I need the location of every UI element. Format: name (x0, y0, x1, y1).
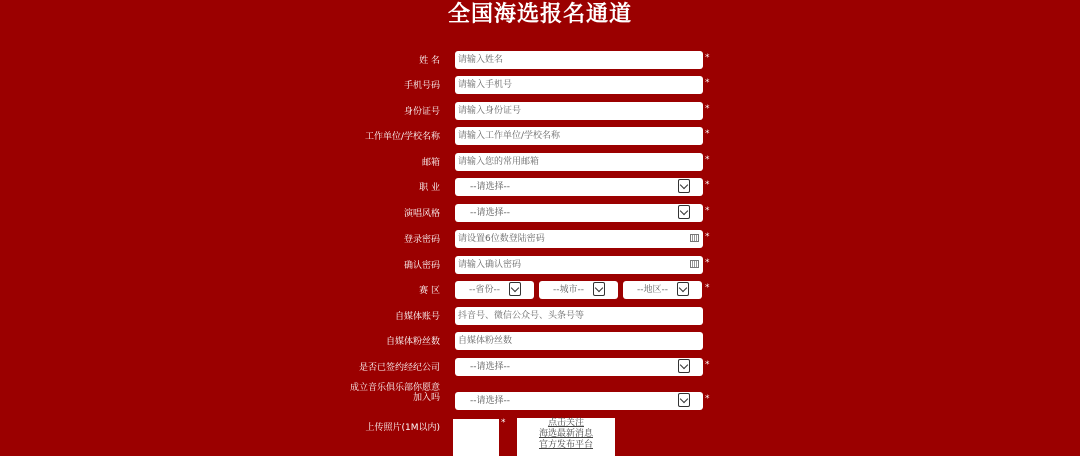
keyboard-icon[interactable] (690, 260, 699, 268)
required-mark: * (705, 232, 710, 242)
required-mark: * (705, 258, 710, 268)
required-mark: * (705, 283, 710, 293)
required-mark: * (705, 78, 710, 88)
singing-style-select[interactable] (455, 204, 703, 222)
confirm-password-label: 确认密码 (403, 261, 440, 271)
chevron-down-icon[interactable] (509, 282, 521, 296)
city-value: --城市-- (553, 285, 584, 295)
media-fans-label: 自媒体粉丝数 (385, 337, 440, 347)
signed-agency-value: --请选择-- (470, 362, 510, 372)
city-select[interactable] (539, 281, 618, 299)
district-select[interactable] (623, 281, 702, 299)
row-signed-agency (0, 358, 1080, 380)
required-mark: * (705, 53, 710, 63)
required-mark: * (705, 155, 710, 165)
media-account-input[interactable]: 抖音号、微信公众号、头条号等 (455, 307, 703, 325)
id-number-label: 身份证号 (403, 107, 440, 117)
follow-panel[interactable] (517, 418, 615, 456)
row-media-fans (0, 332, 1080, 354)
required-mark: * (705, 206, 710, 216)
follow-news-text: 海选最新消息 (538, 429, 593, 439)
name-input[interactable]: 请输入姓名 (455, 51, 703, 69)
confirm-password-input[interactable] (455, 256, 703, 274)
follow-platform-text: 官方发布平台 (538, 440, 593, 450)
division-label: 赛 区 (419, 286, 440, 296)
name-label: 姓 名 (419, 56, 440, 66)
workplace-label: 工作单位/学校名称 (364, 132, 440, 142)
chevron-down-icon[interactable] (678, 393, 690, 407)
media-account-label: 自媒体账号 (394, 312, 440, 322)
join-club-label: 成立音乐俱乐部你愿意加入吗 (349, 383, 440, 403)
row-id-number (0, 102, 1080, 124)
row-division (0, 281, 1080, 303)
login-password-placeholder: 请设置6位数登陆密码 (458, 234, 545, 244)
media-fans-input[interactable]: 自媒体粉丝数 (455, 332, 703, 350)
row-media-account (0, 307, 1080, 329)
chevron-down-icon[interactable] (678, 179, 690, 193)
login-password-label: 登录密码 (403, 235, 440, 245)
keyboard-icon[interactable] (690, 234, 699, 242)
join-club-value: --请选择-- (470, 396, 510, 406)
province-select[interactable] (455, 281, 534, 299)
chevron-down-icon[interactable] (593, 282, 605, 296)
district-value: --地区-- (637, 285, 668, 295)
upload-photo-label: 上传照片(1M以内) (365, 423, 440, 433)
required-mark: * (705, 180, 710, 190)
required-mark: * (705, 104, 710, 114)
required-mark: * (705, 129, 710, 139)
occupation-select[interactable] (455, 178, 703, 196)
required-mark: * (705, 360, 710, 370)
page-title: 全国海选报名通道 (447, 2, 632, 27)
row-workplace (0, 127, 1080, 149)
email-label: 邮箱 (421, 158, 440, 168)
occupation-value: --请选择-- (470, 182, 510, 192)
singing-style-label: 演唱风格 (403, 209, 440, 219)
occupation-label: 职 业 (419, 183, 440, 193)
required-mark: * (501, 418, 506, 428)
login-password-input[interactable] (455, 230, 703, 248)
row-email (0, 153, 1080, 175)
signed-agency-label: 是否已签约经纪公司 (358, 363, 440, 373)
row-phone (0, 76, 1080, 98)
id-number-input[interactable]: 请输入身份证号 (455, 102, 703, 120)
email-input[interactable]: 请输入您的常用邮箱 (455, 153, 703, 171)
row-join-club (0, 383, 1080, 414)
required-mark: * (705, 394, 710, 404)
row-singing-style (0, 204, 1080, 226)
row-confirm-password (0, 256, 1080, 278)
row-name (0, 51, 1080, 73)
singing-style-value: --请选择-- (470, 208, 510, 218)
join-club-select[interactable] (455, 392, 703, 410)
photo-upload-area[interactable] (453, 419, 499, 456)
chevron-down-icon[interactable] (678, 205, 690, 219)
phone-input[interactable]: 请输入手机号 (455, 76, 703, 94)
workplace-input[interactable]: 请输入工作单位/学校名称 (455, 127, 703, 145)
province-value: --省份-- (469, 285, 500, 295)
row-occupation (0, 178, 1080, 200)
chevron-down-icon[interactable] (678, 359, 690, 373)
row-login-password (0, 230, 1080, 252)
confirm-password-placeholder: 请输入确认密码 (458, 260, 522, 270)
chevron-down-icon[interactable] (677, 282, 689, 296)
signed-agency-select[interactable] (455, 358, 703, 376)
follow-link[interactable]: 点击关注 (547, 418, 584, 428)
phone-label: 手机号码 (403, 81, 440, 91)
